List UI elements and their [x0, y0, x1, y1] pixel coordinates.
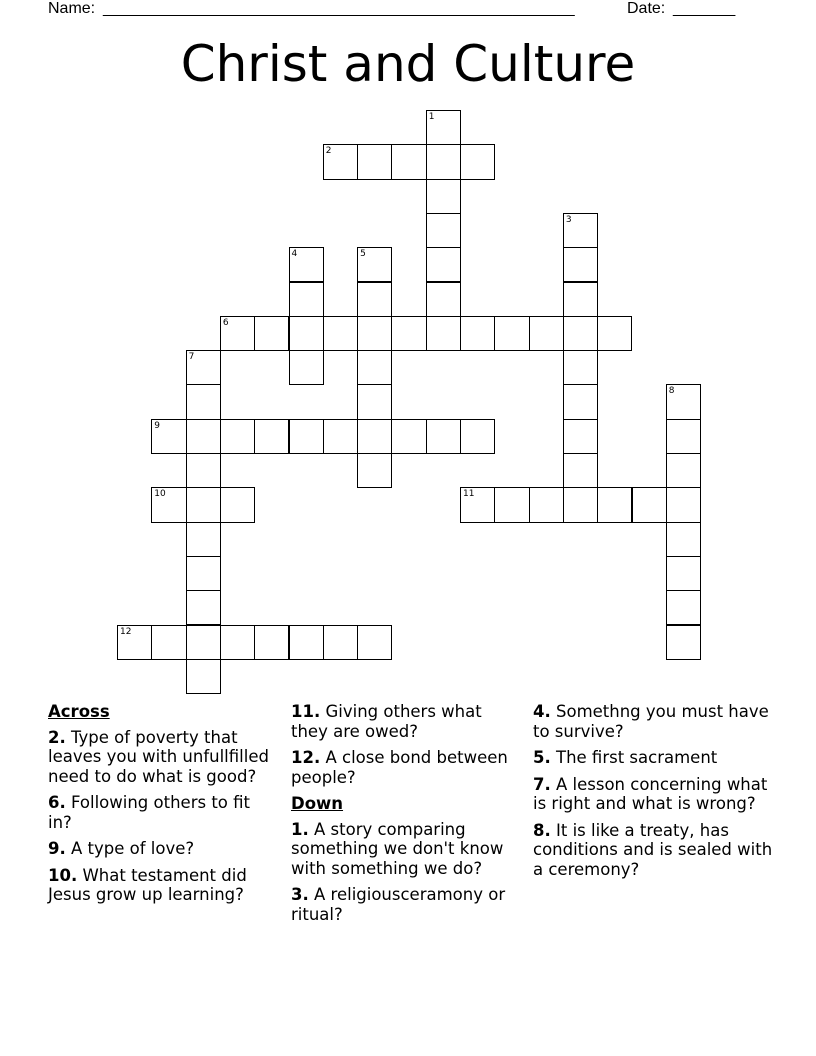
grid-cell[interactable] [632, 487, 667, 522]
clue-text: Giving others what they are owed? [291, 702, 482, 741]
grid-cell[interactable] [254, 316, 289, 351]
grid-cell[interactable] [666, 625, 701, 660]
grid-cell[interactable] [563, 384, 598, 419]
grid-cell[interactable] [426, 282, 461, 317]
grid-cell[interactable] [357, 419, 392, 454]
cell-number: 9 [154, 420, 161, 431]
grid-cell[interactable] [186, 522, 221, 557]
grid-cell[interactable] [357, 316, 392, 351]
clue-text: A lesson concerning what is right and what is wrong? [533, 774, 768, 813]
name-line[interactable]: _____________________________________________________ [103, 0, 575, 17]
grid-cell[interactable] [460, 487, 495, 522]
grid-cell[interactable] [426, 316, 461, 351]
clue-number: 3. [291, 885, 309, 904]
grid-cell[interactable] [151, 625, 186, 660]
cell-number: 11 [463, 489, 475, 500]
grid-cell[interactable] [460, 144, 495, 179]
clue-text: A story comparing something we don't know with something we do? [291, 819, 504, 878]
grid-cell[interactable] [666, 453, 701, 488]
clue-number: 1. [291, 819, 309, 839]
clue-number: 10. [48, 865, 78, 885]
grid-cell[interactable] [666, 522, 701, 557]
clue-text: What testament did Jesus grow up learning? [48, 865, 247, 904]
cell-number: 7 [188, 352, 195, 363]
grid-cell[interactable] [426, 419, 461, 454]
cell-number: 12 [120, 626, 132, 637]
cell-number: 8 [668, 386, 675, 397]
clue-number: 11. [291, 702, 321, 721]
grid-cell[interactable] [563, 487, 598, 522]
grid-cell[interactable] [186, 350, 221, 385]
clue-text: Somethng you must have to survive? [533, 702, 769, 741]
cell-number: 5 [360, 249, 366, 260]
clue-text: A close bond between people? [291, 748, 508, 787]
grid-cell[interactable] [563, 350, 598, 385]
grid-cell[interactable] [289, 282, 324, 317]
grid-cell[interactable] [426, 179, 461, 214]
clue-text: Following others to fit in? [48, 793, 250, 832]
grid-cell[interactable] [563, 453, 598, 488]
grid-cell[interactable] [666, 556, 701, 591]
grid-cell[interactable] [289, 625, 324, 660]
grid-cell[interactable] [563, 316, 598, 351]
grid-cell[interactable] [289, 247, 324, 282]
grid-cell[interactable] [186, 384, 221, 419]
clue-down-7 [533, 775, 773, 814]
down-heading: Down [291, 794, 344, 813]
clue-number: 7. [533, 774, 551, 794]
page-title: Christ and Culture [180, 35, 636, 93]
grid-cell[interactable] [563, 247, 598, 282]
grid-cell[interactable] [529, 487, 564, 522]
grid-cell[interactable] [391, 316, 426, 351]
clue-across-9 [48, 839, 273, 859]
grid-cell[interactable] [666, 590, 701, 625]
grid-cell[interactable] [426, 213, 461, 248]
grid-cell[interactable] [186, 556, 221, 591]
grid-cell[interactable] [186, 419, 221, 454]
clue-number: 8. [533, 820, 551, 840]
clue-down-3 [291, 885, 523, 924]
clue-number: 12. [291, 748, 321, 767]
clue-number: 5. [533, 748, 551, 767]
grid-cell[interactable] [220, 625, 255, 660]
grid-cell[interactable] [186, 625, 221, 660]
cell-number: 1 [428, 112, 435, 122]
grid-cell[interactable] [289, 350, 324, 385]
clue-down-1 [291, 820, 523, 879]
grid-cell[interactable] [254, 625, 289, 660]
grid-cell[interactable] [563, 419, 598, 454]
clue-across-12 [291, 748, 523, 787]
grid-cell[interactable] [323, 316, 358, 351]
clue-text: The first sacrament [556, 748, 718, 767]
grid-cell[interactable] [666, 487, 701, 522]
grid-cell[interactable] [563, 213, 598, 248]
grid-cell[interactable] [460, 316, 495, 351]
grid-cell[interactable] [597, 487, 632, 522]
grid-cell[interactable] [357, 625, 392, 660]
clue-number: 6. [48, 793, 66, 812]
cell-number: 6 [222, 317, 229, 328]
grid-cell[interactable] [357, 247, 392, 282]
grid-cell[interactable] [529, 316, 564, 351]
name-label: Name: [48, 0, 96, 17]
grid-cell[interactable] [426, 144, 461, 179]
grid-cell[interactable] [357, 282, 392, 317]
grid-cell[interactable] [289, 419, 324, 454]
grid-cell[interactable] [289, 316, 324, 351]
grid-cell[interactable] [220, 487, 255, 522]
date-label: Date: [627, 0, 666, 17]
grid-cell[interactable] [254, 419, 289, 454]
grid-cell[interactable] [391, 144, 426, 179]
clue-text: A religiousceramony or ritual? [291, 885, 506, 924]
grid-cell[interactable] [186, 453, 221, 488]
clue-down-5 [533, 748, 773, 768]
grid-cell[interactable] [186, 487, 221, 522]
grid-cell[interactable] [563, 282, 598, 317]
grid-cell[interactable] [186, 659, 221, 694]
cell-number: 4 [291, 249, 298, 260]
across-heading: Across [48, 702, 110, 721]
cell-number: 10 [154, 489, 166, 500]
grid-cell[interactable] [323, 419, 358, 454]
clue-column-2 [291, 702, 523, 931]
grid-cell[interactable] [323, 144, 358, 179]
clue-number: 2. [48, 727, 66, 747]
grid-cell[interactable] [151, 487, 186, 522]
clue-text: It is like a treaty, has conditions and is sealed with a ceremony? [533, 820, 773, 879]
clue-down-8 [533, 821, 773, 880]
grid-cell[interactable] [117, 625, 152, 660]
grid-cell[interactable] [391, 419, 426, 454]
clue-number: 9. [48, 839, 66, 858]
grid-cell[interactable] [460, 419, 495, 454]
date-line[interactable]: _______ [673, 0, 736, 17]
grid-cell[interactable] [597, 316, 632, 351]
clue-text: Type of poverty that leaves you with unfullfilled need to do what is good? [48, 727, 269, 786]
clue-across-2 [48, 728, 273, 787]
grid-cell[interactable] [426, 247, 461, 282]
clue-text: A type of love? [71, 839, 195, 858]
clue-across-6 [48, 793, 273, 832]
cell-number: 2 [325, 146, 332, 157]
grid-cell[interactable] [494, 487, 529, 522]
clue-across-11 [291, 702, 523, 741]
clue-across-10 [48, 866, 273, 905]
grid-cell[interactable] [220, 419, 255, 454]
grid-cell[interactable] [357, 384, 392, 419]
grid-cell[interactable] [323, 625, 358, 660]
clue-down-4 [533, 702, 773, 741]
grid-cell[interactable] [666, 419, 701, 454]
grid-cell[interactable] [357, 350, 392, 385]
cell-number: 3 [565, 214, 572, 225]
grid-cell[interactable] [357, 453, 392, 488]
grid-cell[interactable] [357, 144, 392, 179]
grid-cell[interactable] [220, 316, 255, 351]
grid-cell[interactable] [666, 384, 701, 419]
grid-cell[interactable] [494, 316, 529, 351]
grid-cell[interactable] [151, 419, 186, 454]
clue-number: 4. [533, 702, 551, 721]
grid-cell[interactable] [426, 110, 461, 145]
grid-cell[interactable] [186, 590, 221, 625]
clue-column-3 [533, 702, 773, 886]
clue-column-1 [48, 702, 273, 912]
